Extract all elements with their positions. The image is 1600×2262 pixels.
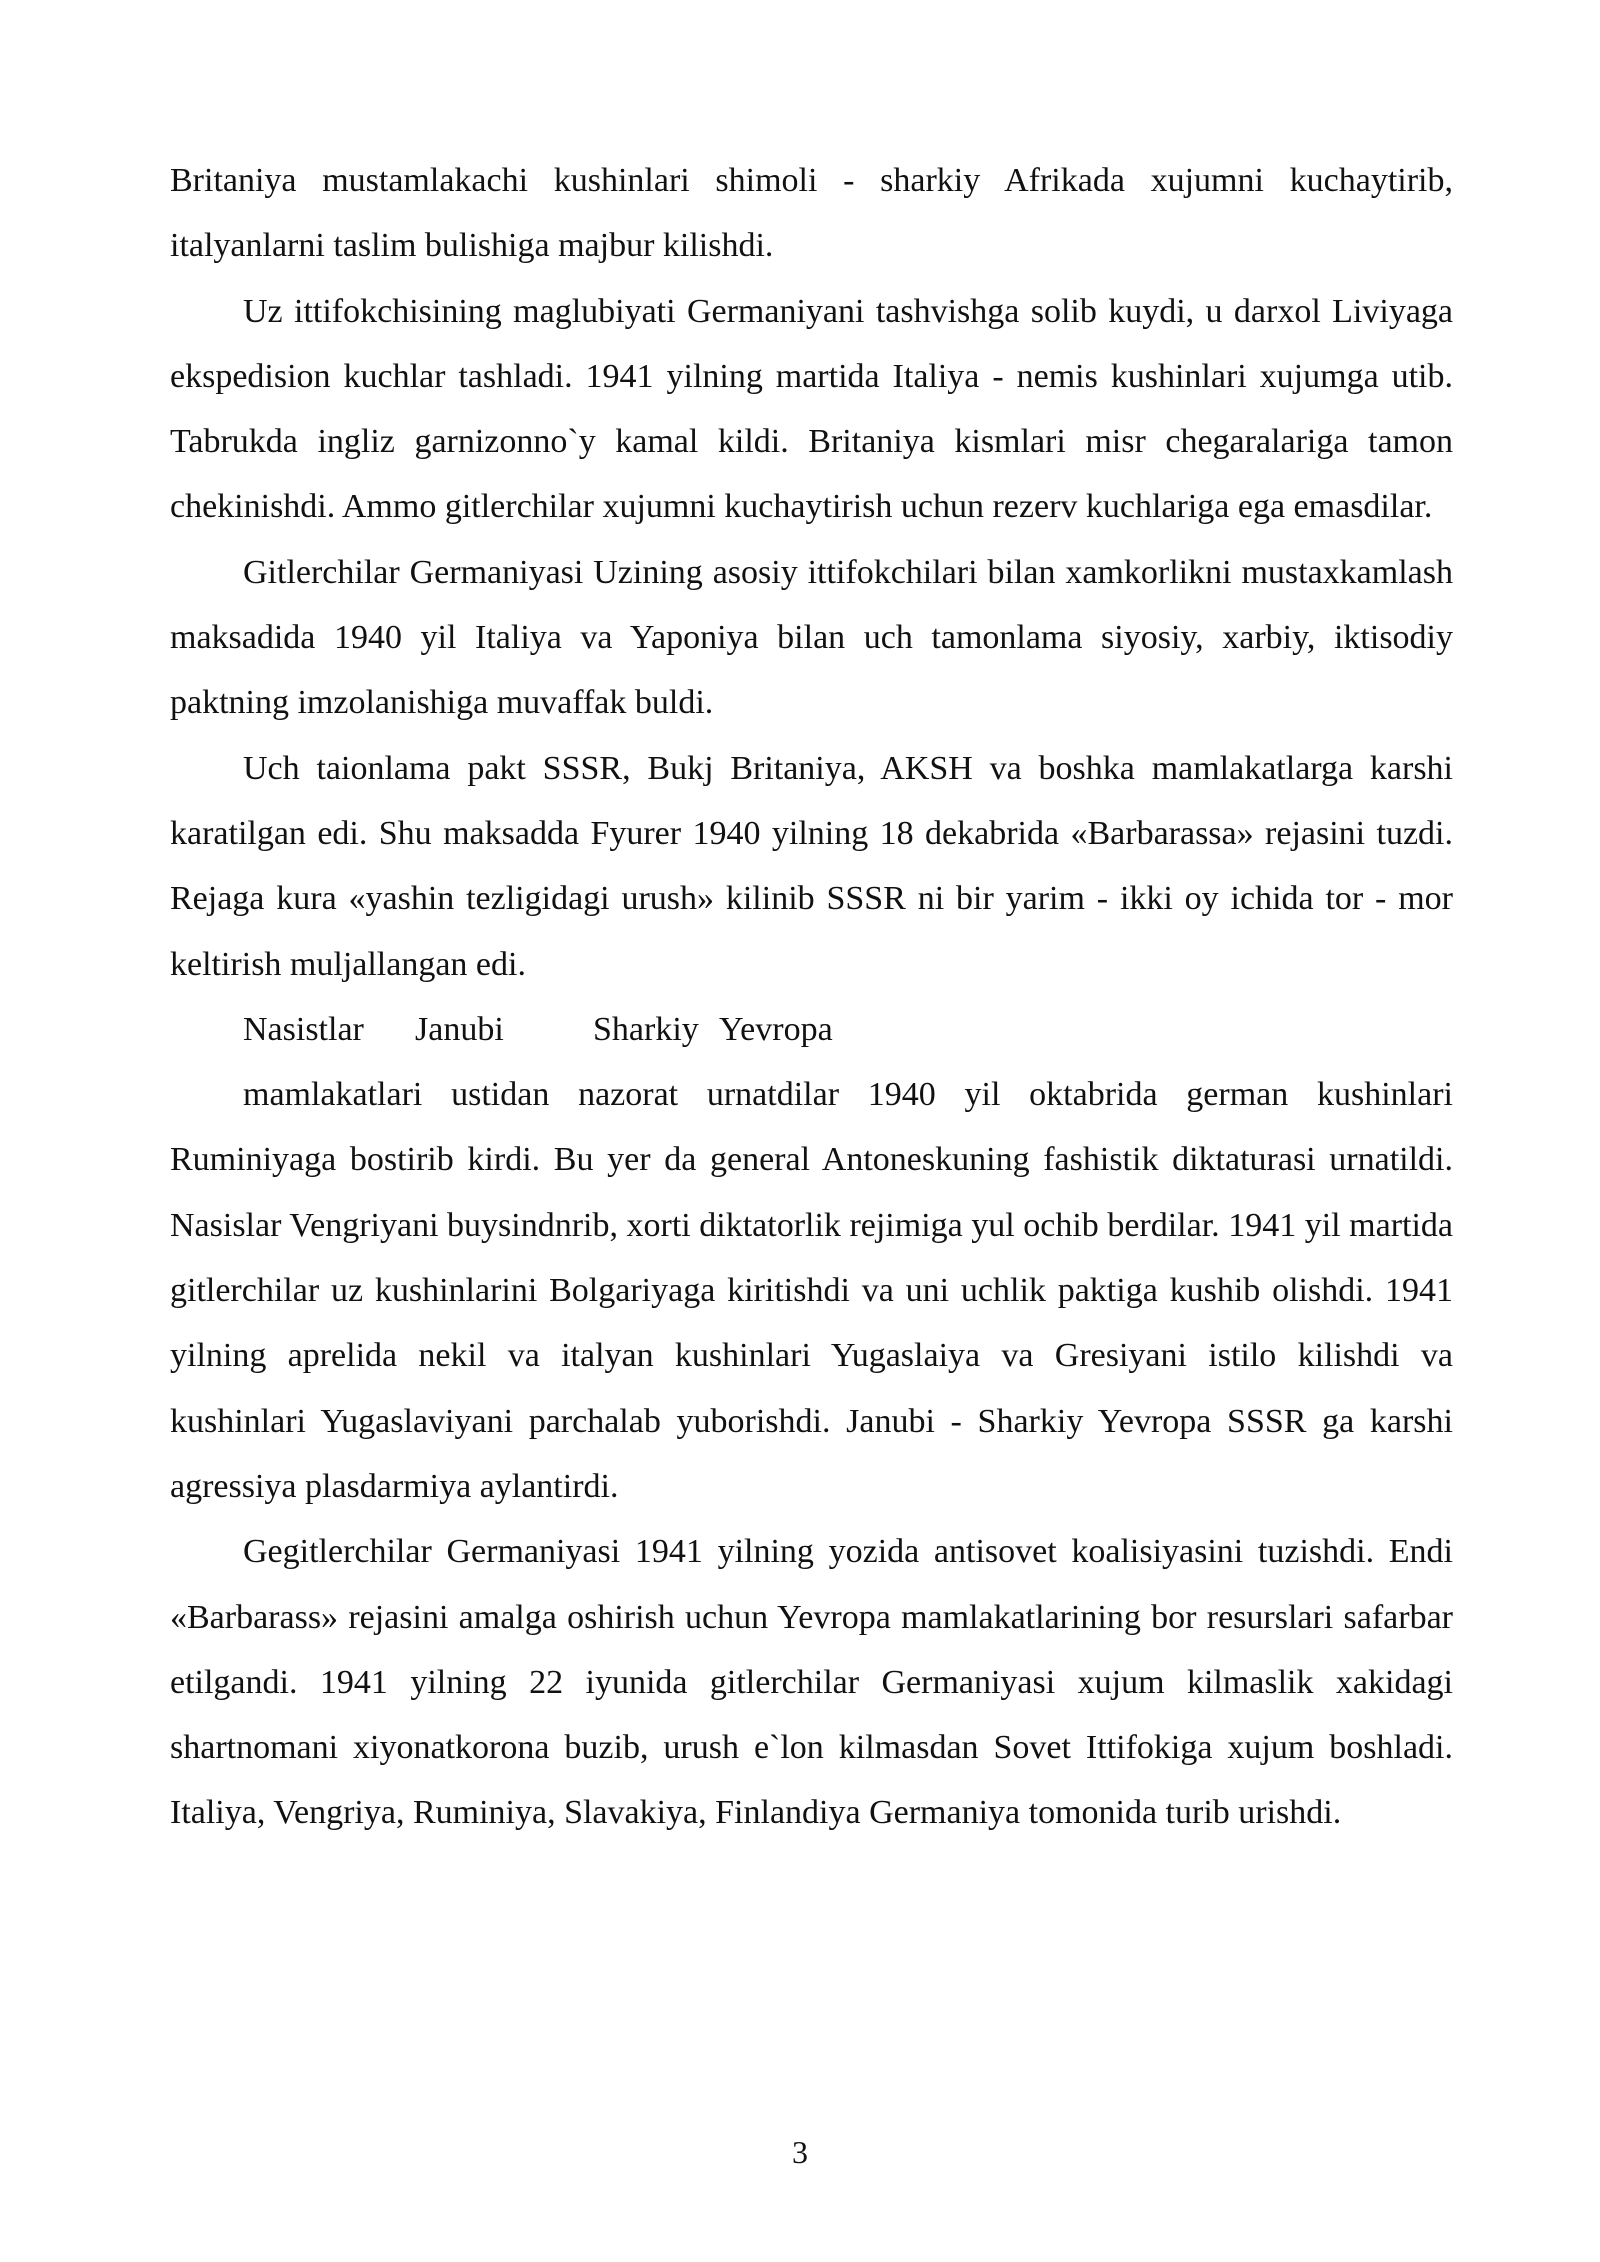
split-heading-line xyxy=(170,997,1453,1062)
paragraph: Uz ittifokchisining maglubiyati Germaniyani tashvishga solib kuydi, u darxol Liviyaga ekspedision kuchlar tashladi. 1941 yilning martida Italiya - nemis kushinlari xujumga utib. Tabrukda ingliz garnizonno`y kamal kildi. Britaniya kismlari misr chegaralariga tamon chekinishdi. Ammo gitlerchilar xujumni kuchaytirish uchun rezerv kuchlariga ega emasdilar. xyxy=(170,292,1453,526)
paragraph: Gegitlerchilar Germaniyasi 1941 yilning yozida antisovet koalisiyasini tuzishdi. Endi «Barbarass» rejasini amalga oshirish uchun Yevropa mamlakatlarining bor resurslari safarbar etilgandi. 1941 yilning 22 iyunida gitlerchilar Germaniyasi xujum kilmaslik xakidagi shartnomani xiyonatkorona buzib, urush e`lon kilmasdan Sovet Ittifokiga xujum boshladi. Italiya, Vengriya, Ruminiya, Slavakiya, Finlandiya Germaniya tomonida turib urishdi. xyxy=(170,1533,1453,1832)
split-word: Nasistlar xyxy=(243,1010,364,1048)
paragraph: Uch taionlama pakt SSSR, Bukj Britaniya, AKSH va boshka mamlakatlarga karshi karatilgan edi. Shu maksadda Fyurer 1940 yilning 18 dekabrida «Barbarassa» rejasini tuzdi. Rejaga kura «yashin tezligidagi urush» kilinib SSSR ni bir yarim - ikki oy ichida tor - mor keltirish muljallangan edi. xyxy=(170,749,1453,983)
paragraph: Gitlerchilar Germaniyasi Uzining asosiy ittifokchilari bilan xamkorlikni mustaxkamlash maksadida 1940 yil Italiya va Yaponiya bilan uch tamonlama siyosiy, xarbiy, iktisodiy paktning imzolanishiga muvaffak buldi. xyxy=(170,553,1453,722)
split-word: Janubi xyxy=(415,1010,504,1048)
body-text xyxy=(170,148,1453,1846)
paragraph-continuation: Britaniya mustamlakachi kushinlari shimoli - sharkiy Afrikada xujumni kuchaytirib, italyanlarni taslim bulishiga majbur kilishdi. xyxy=(170,162,1453,265)
split-word: Yevropa xyxy=(719,1010,833,1048)
page-number: 3 xyxy=(792,2134,808,2170)
split-word: Sharkiy xyxy=(593,1010,699,1048)
paragraph: mamlakatlari ustidan nazorat urnatdilar 1940 yil oktabrida german kushinlari Ruminiyaga bostirib kirdi. Bu yer da general Antoneskuning fashistik diktaturasi urnatildi. Nasislar Vengriyani buysindnrib, xorti diktatorlik rejimiga yul ochib berdilar. 1941 yil martida gitlerchilar uz kushinlarini Bolgariyaga kiritishdi va uni uchlik paktiga kushib olishdi. 1941 yilning aprelida nekil va italyan kushinlari Yugaslaiya va Gresiyani istilo kilishdi va kushinlari Yugaslaviyani parchalab yuborishdi. Janubi - Sharkiy Yevropa SSSR ga karshi agressiya plasdarmiya aylantirdi. xyxy=(170,1076,1453,1505)
